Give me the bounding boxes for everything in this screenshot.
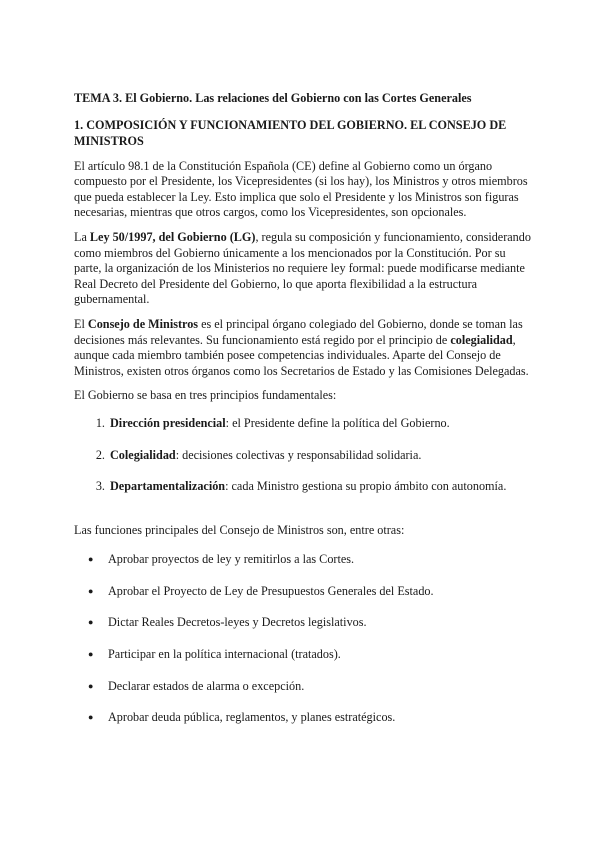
paragraph-principles-intro: El Gobierno se basa en tres principios fundamentales: [74, 388, 337, 403]
function-item [88, 584, 534, 600]
bullet-icon: ● [88, 680, 94, 691]
bullet-icon: ● [88, 554, 94, 565]
section-title: 1. COMPOSICIÓN Y FUNCIONAMIENTO DEL GOBIERNO. EL CONSEJO DE MINISTROS [74, 117, 507, 148]
text-run: , aunque cada miembro también posee competencias individuales. Aparte del Consejo de Ministros, existen otros órganos como los Secretarios de Estado y las Comisiones Delegadas. [74, 332, 529, 378]
function-item [88, 552, 534, 568]
bullet-icon: ● [88, 585, 94, 596]
paragraph-ley-gobierno [74, 230, 534, 308]
function-text: Dictar Reales Decretos-leyes y Decretos legislativos. [108, 615, 367, 630]
document-content [74, 91, 534, 742]
principle-item [108, 448, 534, 464]
principle-text: : decisiones colectivas y responsabilidad solidaria. [175, 447, 422, 462]
principles-list [74, 416, 534, 495]
function-item [88, 647, 534, 663]
function-item [88, 710, 534, 726]
text-run: El [74, 316, 88, 331]
text-run: , regula su composición y funcionamiento, considerando como miembros del Gobierno únicamente a los mencionados por la Constitución. Por su parte, la organización de los Ministerios no requiere ley formal: puede modificarse mediante Real Decreto del Presidente del Gobierno, lo que aporta flexibilidad a la estructura gubernamental. [74, 229, 531, 307]
function-text: Aprobar el Proyecto de Ley de Presupuestos Generales del Estado. [108, 583, 434, 598]
bold-consejo: Consejo de Ministros [87, 316, 199, 331]
spacer [74, 511, 534, 523]
function-item [88, 615, 534, 631]
paragraph-consejo [74, 317, 534, 379]
principle-bold: Departamentalización [110, 479, 226, 494]
bullet-icon: ● [88, 649, 94, 660]
principle-item [108, 416, 534, 432]
principle-text: : cada Ministro gestiona su propio ámbito con autonomía. [225, 479, 507, 494]
principle-text: : el Presidente define la política del Gobierno. [225, 415, 450, 430]
function-text: Aprobar deuda pública, reglamentos, y planes estratégicos. [108, 710, 396, 725]
functions-list [74, 552, 534, 726]
function-text: Declarar estados de alarma o excepción. [108, 678, 305, 693]
function-text: Participar en la política internacional (tratados). [108, 647, 341, 662]
document-title: TEMA 3. El Gobierno. Las relaciones del Gobierno con las Cortes Generales [74, 91, 472, 105]
bullet-icon: ● [88, 617, 94, 628]
paragraph-constitution: El artículo 98.1 de la Constitución Española (CE) define al Gobierno como un órgano compuesto por el Presidente, los Vicepresidentes (si los hay), los Ministros y otros miembros que pueda establecer la Ley. Esto implica que solo el Presidente y los Ministros son figuras necesarias, mientras que otros cargos, como los Vicepresidentes, son opcionales. [74, 158, 528, 220]
function-text: Aprobar proyectos de ley y remitirlos a las Cortes. [108, 552, 355, 567]
bullet-icon: ● [88, 712, 94, 723]
bold-colegialidad: colegialidad [450, 332, 513, 347]
text-run: La [74, 229, 90, 244]
text-run: es el principal órgano colegiado del Gobierno, donde se toman las decisiones más relevantes. Su funcionamiento está regido por el principio de [74, 316, 523, 347]
principle-bold: Colegialidad [110, 447, 176, 462]
bold-law-name: Ley 50/1997, del Gobierno (LG) [89, 229, 256, 244]
principle-bold: Dirección presidencial [110, 415, 226, 430]
function-item [88, 679, 534, 695]
principle-item [108, 479, 534, 495]
paragraph-functions-intro: Las funciones principales del Consejo de Ministros son, entre otras: [74, 522, 405, 537]
